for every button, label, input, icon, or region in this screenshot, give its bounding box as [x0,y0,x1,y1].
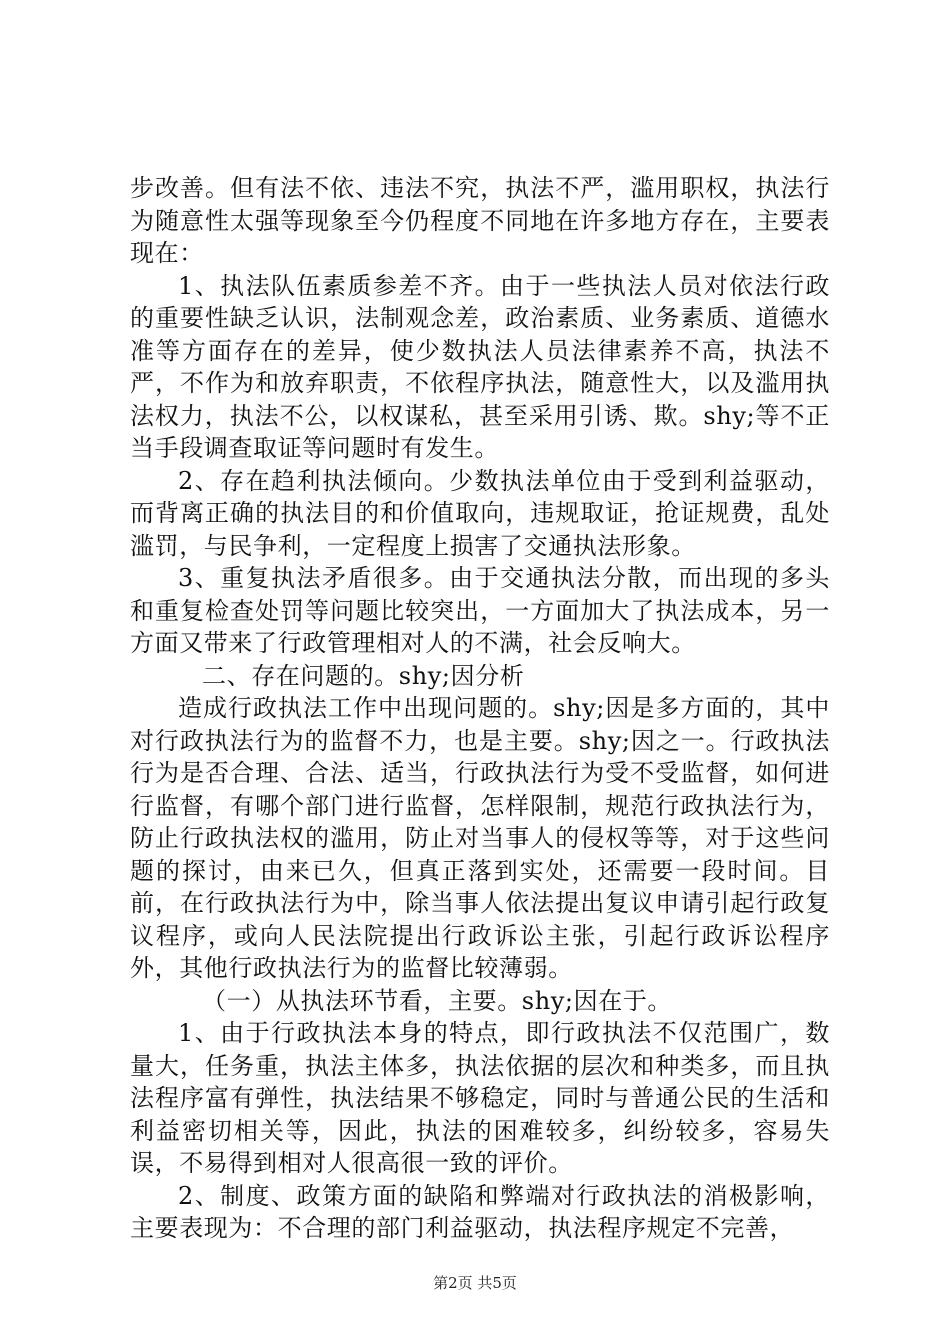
paragraph-item-1: 1、执法队伍素质参差不齐。由于一些执法人员对依法行政的重要性缺乏认识，法制观念差，政治素质、业务素质、道德水准等方面存在的差异，使少数执法人员法律素养不高，执法不严，不作为和放弃职责，不依程序执法，随意性大，以及滥用执法权力，执法不公，以权谋私，甚至采用引诱、欺。shy;等不正当手段调查取证等问题时有发生。 [130,271,830,462]
subsection-heading-1: （一）从执法环节看，主要。shy;因在于。 [202,986,673,1015]
section-heading-2: 二、存在问题的。shy;因分析 [202,661,525,690]
paragraph-cause-2: 2、制度、政策方面的缺陷和弊端对行政执法的消极影响，主要表现为：不合理的部门利益驱动，执法程序规定不完善， [130,1181,830,1242]
page-footer: 第2页 共5页 [433,1274,517,1292]
document-body [130,172,830,1245]
paragraph-cause-1: 1、由于行政执法本身的特点，即行政执法不仅范围广，数量大，任务重，执法主体多，执法依据的层次和种类多，而且执法程序富有弹性，执法结果不够稳定，同时与普通公民的生活和利益密切相关等，因此，执法的困难较多，纠纷较多，容易失误，不易得到相对人很高很一致的评价。 [130,1019,830,1177]
paragraph-continuation: 步改善。但有法不依、违法不究，执法不严，滥用职权，执法行为随意性太强等现象至今仍程度不同地在许多地方存在，主要表现在： [130,174,830,267]
paragraph-item-3: 3、重复执法矛盾很多。由于交通执法分散，而出现的多头和重复检查处罚等问题比较突出，一方面加大了执法成本，另一方面又带来了行政管理相对人的不满，社会反响大。 [130,564,830,657]
paragraph-item-2: 2、存在趋利执法倾向。少数执法单位由于受到利益驱动，而背离正确的执法目的和价值取向，违规取证，抢证规费，乱处滥罚，与民争利，一定程度上损害了交通执法形象。 [130,466,830,560]
paragraph-analysis: 造成行政执法工作中出现问题的。shy;因是多方面的，其中对行政执法行为的监督不力，也是主要。shy;因之一。行政执法行为是否合理、合法、适当，行政执法行为受不受监督，如何进行监督，有哪个部门进行监督，怎样限制，规范行政执法行为，防止行政执法权的滥用，防止对当事人的侵权等等，对于这些问题的探讨，由来已久，但真正落到实处，还需要一段时间。目前，在行政执法行为中，除当事人依法提出复议申请引起行政复议程序，或向人民法院提出行政诉讼主张，引起行政诉讼程序外，其他行政执法行为的监督比较薄弱。 [130,694,830,982]
